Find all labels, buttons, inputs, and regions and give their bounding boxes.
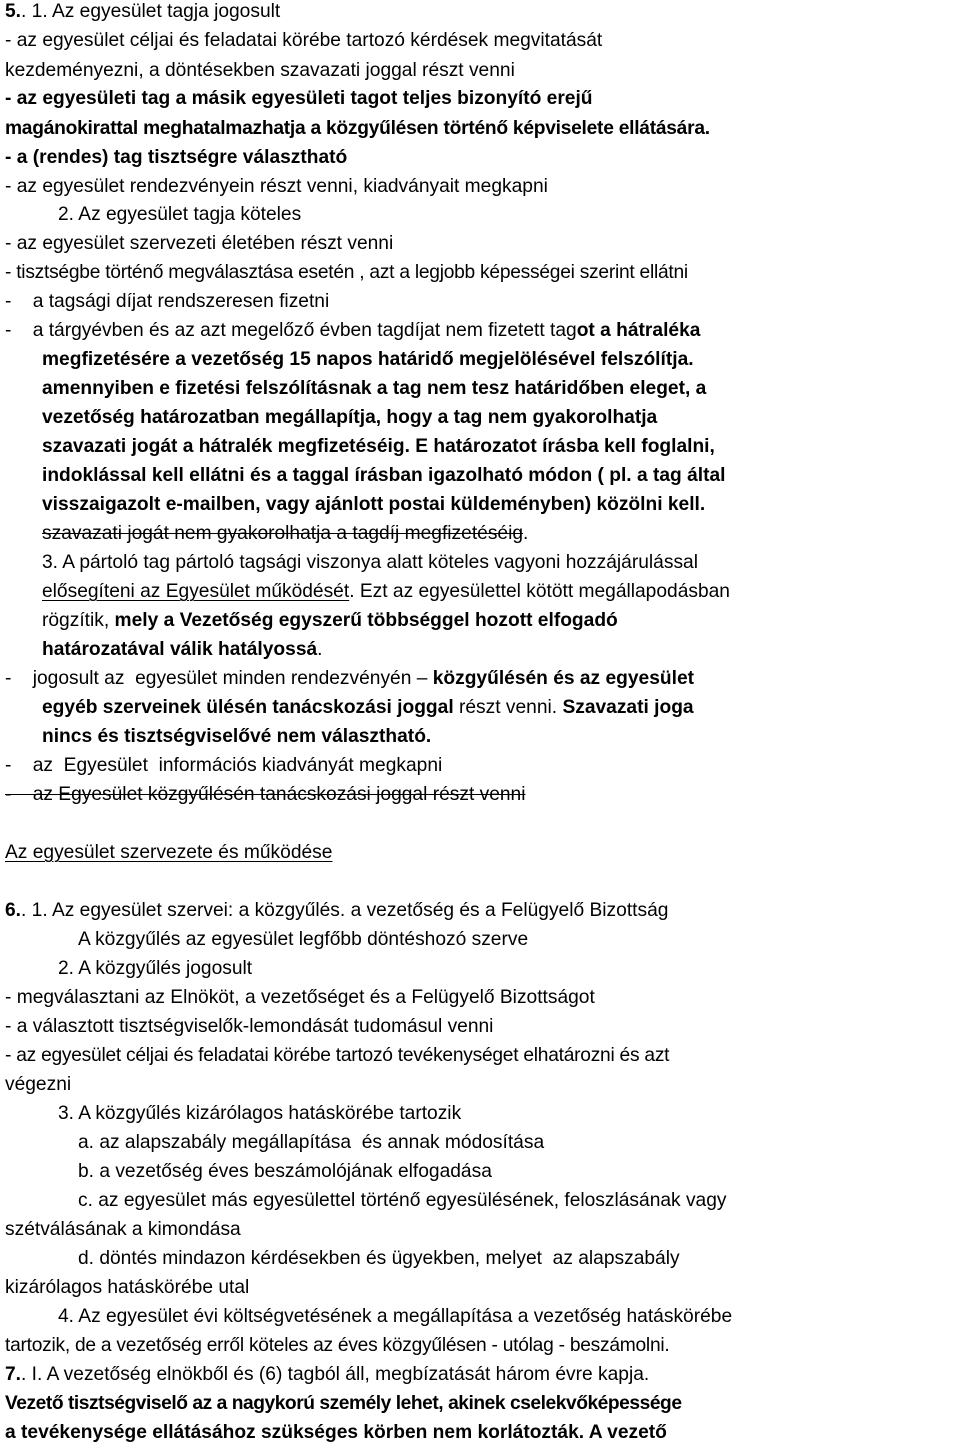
list-item: c. az egyesület más egyesülettel történő egyesülésének, feloszlásának vagy [78,1190,727,1211]
text-line: tartozik, de a vezetőség erről köteles az éves közgyűlésen - utólag - beszámolni. [5,1335,670,1356]
text-line: megfizetésére a vezetőség 15 napos határidő megjelölésével felszólítja. [42,349,694,370]
list-item: a. az alapszabály megállapítása és annak módosítása [78,1132,545,1153]
section-5-heading: 5.. 1. Az egyesület tagja jogosult [5,1,281,22]
section-title: Az egyesület szervezete és működése [5,842,333,863]
text-line: nincs és tisztségviselővé nem választható. [42,726,432,747]
text-line: - az egyesület rendezvényein részt venni, kiadványait megkapni [5,176,548,197]
text-line: elősegíteni az Egyesület működését. Ezt az egyesülettel kötött megállapodásban [42,581,730,602]
struck-text-line: - az Egyesület közgyűlésén tanácskozási joggal részt venni [5,784,526,805]
text-line: - a (rendes) tag tisztségre választható [5,147,348,168]
text-line: - megválasztani az Elnököt, a vezetőséget és a Felügyelő Bizottságot [5,987,595,1008]
text-line: - tisztségbe történő megválasztása esetén , azt a legjobb képességei szerint ellátni [5,262,688,283]
text-line: indoklással kell ellátni és a taggal írásban igazolható módon ( pl. a tag által [42,465,726,486]
subsection-heading: 2. Az egyesület tagja köteles [58,204,302,225]
text-line: - jogosult az egyesület minden rendezvényén – közgyűlésén és az egyesület [5,668,694,689]
text-line: - az egyesületi tag a másik egyesületi tagot teljes bizonyító erejű [5,88,593,109]
text-line: amennyiben e fizetési felszólításnak a tag nem tesz határidőben eleget, a [42,378,707,399]
text-line: egyéb szerveinek ülésén tanácskozási joggal részt venni. Szavazati joga [42,697,694,718]
text-line: - az Egyesület információs kiadványát megkapni [5,755,443,776]
list-item: b. a vezetőség éves beszámolójának elfogadása [78,1161,492,1182]
text-line: magánokirattal meghatalmazhatja a közgyűlésen történő képviselete ellátására. [5,118,710,139]
text-line: a tevékenysége ellátásához szükséges körben nem korlátozták. A vezető [5,1422,667,1443]
text-line: Vezető tisztségviselő az a nagykorú személy lehet, akinek cselekvőképessége [5,1393,682,1414]
section-6-heading: 6.. 1. Az egyesület szervei: a közgyűlés. a vezetőség és a Felügyelő Bizottság [5,900,669,921]
subsection-heading: 3. A pártoló tag pártoló tagsági viszonya alatt köteles vagyoni hozzájárulással [42,552,698,573]
struck-text-line: szavazati jogát nem gyakorolhatja a tagdíj megfizetéséig. [42,523,529,544]
text-line: rögzítik, mely a Vezetőség egyszerű többséggel hozott elfogadó [42,610,618,631]
text-line: - a választott tisztségviselők-lemondását tudomásul venni [5,1016,494,1037]
text-line: határozatával válik hatályossá. [42,639,323,660]
text-line: - az egyesület céljai és feladatai körébe tartozó kérdések megvitatását [5,30,603,51]
section-7-heading: 7.. I. A vezetőség elnökből és (6) tagból áll, megbízatását három évre kapja. [5,1364,650,1385]
text-line: kezdeményezni, a döntésekben szavazati joggal részt venni [5,60,515,81]
text-line: A közgyűlés az egyesület legfőbb döntéshozó szerve [78,929,529,950]
subsection-heading: 4. Az egyesület évi költségvetésének a megállapítása a vezetőség hatáskörébe [58,1306,733,1327]
text-line: - a tárgyévben és az azt megelőző évben tagdíjat nem fizetett tagot a hátraléka [5,320,701,341]
text-line: kizárólagos hatáskörébe utal [5,1277,250,1298]
list-item: d. döntés mindazon kérdésekben és ügyekben, melyet az alapszabály [78,1248,680,1269]
text-line: - az egyesület céljai és feladatai körébe tartozó tevékenységet elhatározni és azt [5,1045,670,1066]
text-line: - az egyesület szervezeti életében részt venni [5,233,394,254]
text-line: - a tagsági díjat rendszeresen fizetni [5,291,330,312]
text-line: végezni [5,1074,72,1095]
subsection-heading: 2. A közgyűlés jogosult [58,958,253,979]
text-line: vezetőség határozatban megállapítja, hogy a tag nem gyakorolhatja [42,407,658,428]
text-line: visszaigazolt e-mailben, vagy ajánlott postai küldeményben) közölni kell. [42,494,706,515]
text-line: szavazati jogát a hátralék megfizetéséig. E határozatot írásba kell foglalni, [42,436,715,457]
subsection-heading: 3. A közgyűlés kizárólagos hatáskörébe tartozik [58,1103,462,1124]
text-line: szétválásának a kimondása [5,1219,241,1240]
